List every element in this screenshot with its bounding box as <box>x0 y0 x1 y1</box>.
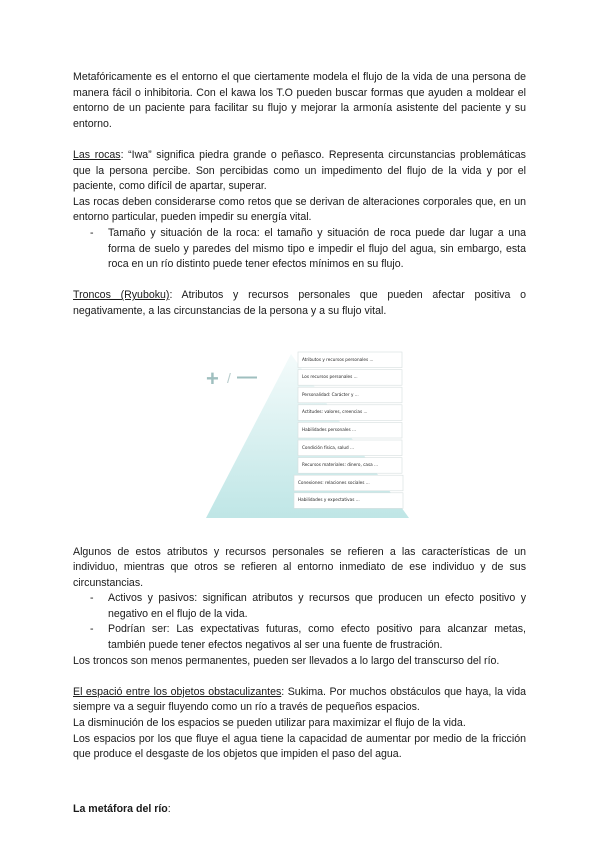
heading-text: La metáfora del río <box>73 803 168 816</box>
troncos-term: Troncos (Ryuboku) <box>73 289 170 302</box>
algunos-paragraph: Algunos de estos atributos y recursos personales se refieren a las características de un individuo, mientras que otros se refieren al entorno inmediato de ese individuo y de sus circunstancias. <box>73 545 526 589</box>
plus-sign: + <box>206 365 219 391</box>
pyramid-level-label: Los recursos personales ... <box>302 374 358 380</box>
pyramid-level-label: Personalidad: Carácter y ... <box>302 391 359 397</box>
intro-paragraph: Metafóricamente es el entorno el que ciertamente modela el flujo de la vida de una persona de manera fácil o inhibitoria. Con el kawa los T.O pueden buscar formas que ayuden a moldear el entorno de un paciente para facilitar su flujo y mejorar la armonía asistente del paciente y su entorno. <box>73 71 526 130</box>
rocas-list <box>73 226 526 273</box>
pyramid-level-label: Habilidades personales ... <box>302 426 356 432</box>
pyramid-level-label: Condición física, salud ... <box>302 444 355 450</box>
list-item: - Podrían ser: Las expectativas futuras, como efecto positivo para alcanzar metas, también puede tener efectos negativos al ser una fuente de frustración. <box>73 622 526 653</box>
pyramid-level-label: Conexiones: relaciones sociales ... <box>298 479 370 485</box>
espacio-term: El espació entre los objetos obstaculizantes <box>73 685 282 698</box>
rocas-more-paragraph: Las rocas deben considerarse como retos que se derivan de alteraciones corporales que, en un entorno particular, pueden impedir su energía vital. <box>73 195 526 224</box>
troncos-list <box>73 591 526 653</box>
pyramid-level-label: Recursos materiales: dinero, casa ... <box>302 462 379 468</box>
document-page <box>73 70 526 818</box>
section-heading <box>73 802 526 818</box>
pyramid-level-label: Actitudes: valores, creencias ... <box>302 409 368 415</box>
troncos-permanence-paragraph: Los troncos son menos permanentes, pueden ser llevados a lo largo del transcurso del río. <box>73 654 500 667</box>
rocas-paragraph <box>73 148 526 195</box>
rocas-term: Las rocas <box>73 148 121 161</box>
slash-sign: / <box>227 369 231 386</box>
espacio-agua-paragraph: Los espacios por los que fluye el agua tiene la capacidad de aumentar por medio de la fricción que produce el desgaste de los objetos que impiden el paso del agua. <box>73 732 526 761</box>
troncos-definition: : Atributos y recursos personales que pueden afectar positiva o negativamente, a las circunstancias de la persona y a su flujo vital. <box>73 289 527 317</box>
list-item: - Activos y pasivos: significan atributos y recursos que producen un efecto positivo y negativo en el flujo de la vida. <box>73 591 526 622</box>
espacio-definition: : Sukima. Por muchos obstáculos que haya, la vida siempre va a seguir fluyendo como un río a través de pequeños espacios. <box>73 685 526 714</box>
troncos-paragraph <box>73 288 526 319</box>
pyramid-figure <box>73 320 526 545</box>
espacio-disminucion-paragraph: La disminución de los espacios se pueden utilizar para maximizar el flujo de la vida. <box>73 717 466 730</box>
pyramid-level-label: Habilidades y expectativas ... <box>298 497 360 503</box>
heading-colon: : <box>167 803 171 816</box>
list-item: - Tamaño y situación de la roca: el tamaño y situación de roca puede dar lugar a una forma de suelo y paredes del mismo tipo e impedir el flujo del agua, sin embargo, esta roca en un río distinto puede tener efectos mínimos en su flujo. <box>73 226 526 273</box>
pyramid-diagram <box>73 320 526 545</box>
espacio-paragraph <box>73 685 526 716</box>
minus-sign: — <box>237 365 257 388</box>
pyramid-level-label: Atributos y recursos personales ... <box>302 356 374 362</box>
rocas-definition: : “Iwa” significa piedra grande o peñasco. Representa circunstancias problemáticas que la persona percibe. Son percibidas como un impedimento del flujo de la vida y por el paciente, como difícil de apartar, superar. <box>73 148 526 193</box>
